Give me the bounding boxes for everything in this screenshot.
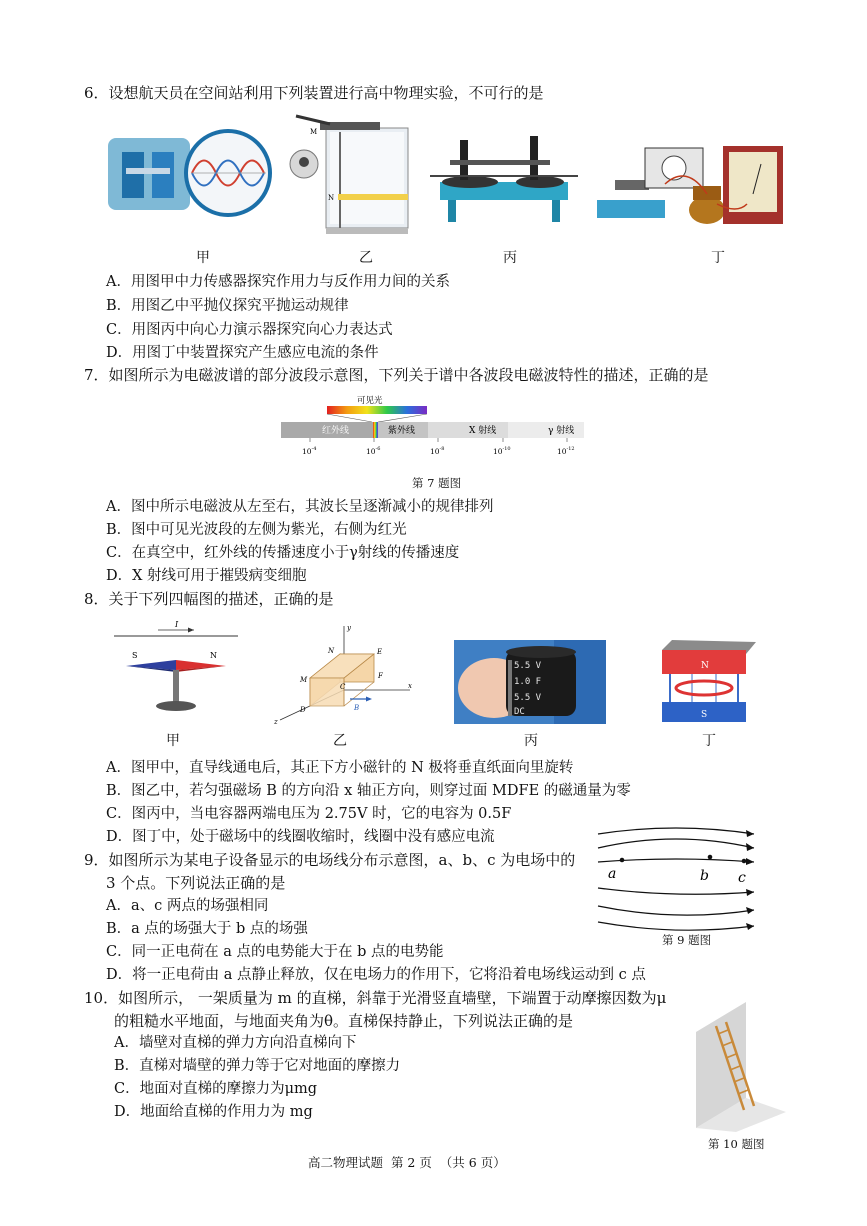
q10-option-b: B．直梯对墙壁的弹力等于它对地面的摩擦力 — [114, 1058, 401, 1074]
q7-band-ultraviolet: 紫外线 — [388, 426, 416, 436]
q10-ladder-diagram — [686, 1002, 790, 1132]
q9-field-lines-diagram — [596, 826, 766, 928]
q8-option-c: C．图丙中，当电容器两端电压为 2.75V 时，它的电容为 0.5F — [106, 806, 512, 822]
q8-fig-yi-point-c: C — [340, 683, 346, 691]
q8-fig-yi-point-f: F — [378, 672, 383, 680]
q8-fig-jia-s-label: S — [132, 651, 138, 660]
q8-label-bing: 丙 — [524, 733, 538, 749]
q8-label-yi: 乙 — [333, 733, 347, 749]
q9-option-b: B．a 点的场强大于 b 点的场强 — [106, 921, 308, 937]
q8-fig-yi-point-e: E — [377, 648, 383, 656]
q8-fig-jia-wire-compass — [112, 620, 240, 716]
q8-fig-ding-s-label: S — [701, 710, 708, 720]
q6-label-yi: 乙 — [359, 250, 373, 266]
q8-fig-yi-axis-z: z — [274, 718, 278, 726]
q8-fig-bing-cap-text-3: 5.5 V — [514, 693, 542, 703]
q8-fig-yi-point-m: M — [300, 676, 308, 684]
q8-fig-bing-cap-text-4: DC — [514, 707, 525, 717]
q7-option-b: B．图中可见光波段的左侧为紫光，右侧为红光 — [106, 522, 407, 538]
q7-tick-1: $10^{-4}$ — [302, 446, 317, 456]
q9-option-a: A．a、c 两点的场强相同 — [106, 898, 269, 914]
q7-option-d: D．X 射线可用于摧毁病变细胞 — [106, 568, 307, 584]
q8-fig-yi-axis-x: x — [408, 682, 412, 690]
q6-option-a: A．用图甲中力传感器探究作用力与反作用力间的关系 — [106, 274, 450, 290]
q7-tick-5: $10^{-12}$ — [557, 446, 575, 456]
q7-tick-3: $10^{-8}$ — [430, 446, 445, 456]
q10-stem-line2: 的粗糙水平地面，与地面夹角为θ。直梯保持静止，下列说法正确的是 — [114, 1012, 574, 1030]
q10-stem-line1: 10．如图所示， 一架质量为 m 的直梯，斜靠于光滑竖直墙壁，下端置于动摩擦因数为μ — [84, 989, 667, 1007]
q8-option-a: A．图甲中，直导线通电后，其正下方小磁针的 N 极将垂直纸面向里旋转 — [106, 760, 574, 776]
q7-caption: 第 7 题图 — [412, 476, 462, 490]
q9-stem-line2: 3 个点。下列说法正确的是 — [106, 874, 286, 892]
q7-option-c: C．在真空中，红外线的传播速度小于γ射线的传播速度 — [106, 545, 460, 561]
q8-fig-bing-cap-text-2: 1.0 F — [514, 677, 542, 687]
q8-label-ding: 丁 — [702, 733, 716, 749]
q7-tick-2: $10^{-6}$ — [366, 446, 381, 456]
q7-tick-4: $10^{-10}$ — [493, 446, 511, 456]
q6-label-jia: 甲 — [196, 250, 210, 266]
q8-option-b: B．图乙中，若匀强磁场 B 的方向沿 x 轴正方向，则穿过面 MDFE 的磁通量为零 — [106, 783, 631, 799]
q6-label-ding: 丁 — [711, 250, 725, 266]
q10-option-d: D．地面给直梯的作用力为 mg — [114, 1104, 313, 1120]
q7-band-xray: X 射线 — [469, 426, 497, 436]
q8-stem: 8．关于下列四幅图的描述，正确的是 — [84, 590, 334, 608]
q6-fig-bing-centripetal-demonstrator-image — [430, 132, 578, 224]
q8-fig-yi-coordinate-box — [270, 620, 420, 730]
q7-band-visible: 可见光 — [357, 396, 383, 406]
q9-point-b: b — [700, 868, 709, 884]
q6-label-bing: 丙 — [503, 250, 517, 266]
q6-option-b: B．用图乙中平抛仪探究平抛运动规律 — [106, 298, 349, 314]
q10-option-a: A．墙壁对直梯的弹力方向沿直梯向下 — [114, 1035, 357, 1051]
q8-fig-bing-capacitor-image — [454, 640, 606, 724]
q9-point-c: c — [738, 870, 746, 886]
q8-fig-jia-n-label: N — [210, 651, 217, 660]
q8-option-d: D．图丁中，处于磁场中的线圈收缩时，线圈中没有感应电流 — [106, 829, 495, 845]
q6-fig-jia-force-sensor-image — [108, 128, 268, 218]
q8-fig-yi-point-n: N — [328, 647, 335, 655]
q6-fig-yi-label-n: N — [328, 194, 335, 202]
q8-fig-ding-n-label: N — [701, 661, 709, 671]
q8-fig-yi-field-b: B — [354, 704, 360, 712]
q6-fig-yi-projectile-device-image — [290, 112, 418, 238]
q10-option-c: C．地面对直梯的摩擦力为μmg — [114, 1081, 318, 1097]
q6-option-d: D．用图丁中装置探究产生感应电流的条件 — [106, 345, 379, 361]
q7-stem: 7．如图所示为电磁波谱的部分波段示意图，下列关于谱中各波段电磁波特性的描述，正确的是 — [84, 366, 709, 384]
q9-option-c: C．同一正电荷在 a 点的电势能大于在 b 点的电势能 — [106, 944, 444, 960]
q6-option-c: C．用图丙中向心力演示器探究向心力表达式 — [106, 322, 393, 338]
q9-point-a: a — [608, 866, 617, 882]
q7-spectrum-diagram — [280, 392, 590, 460]
q6-stem: 6．设想航天员在空间站利用下列装置进行高中物理实验，不可行的是 — [84, 84, 544, 102]
q8-fig-jia-current-label: I — [175, 620, 179, 629]
q9-stem-line1: 9．如图所示为某电子设备显示的电场线分布示意图，a、b、c 为电场中的 — [84, 851, 576, 869]
q8-fig-yi-point-d: D — [300, 706, 306, 714]
q6-fig-ding-induction-apparatus-image — [597, 144, 789, 226]
q8-fig-yi-axis-y: y — [347, 624, 351, 632]
q10-caption: 第 10 题图 — [708, 1137, 765, 1151]
q7-band-gamma: γ 射线 — [548, 426, 575, 436]
q6-fig-yi-label-m: M — [310, 128, 318, 136]
q8-fig-bing-cap-text-1: 5.5 V — [514, 661, 542, 671]
q7-band-infrared: 红外线 — [322, 426, 350, 436]
q8-label-jia: 甲 — [166, 733, 180, 749]
q7-option-a: A．图中所示电磁波从左至右，其波长呈逐渐减小的规律排列 — [106, 499, 494, 515]
q9-caption: 第 9 题图 — [662, 933, 712, 947]
q8-fig-ding-magnet-coil — [662, 640, 756, 724]
page-footer: 高二物理试题 第 2 页 （共 6 页） — [308, 1155, 506, 1170]
q9-option-d: D．将一正电荷由 a 点静止释放，仅在电场力的作用下，它将沿着电场线运动到 c 点 — [106, 967, 646, 983]
